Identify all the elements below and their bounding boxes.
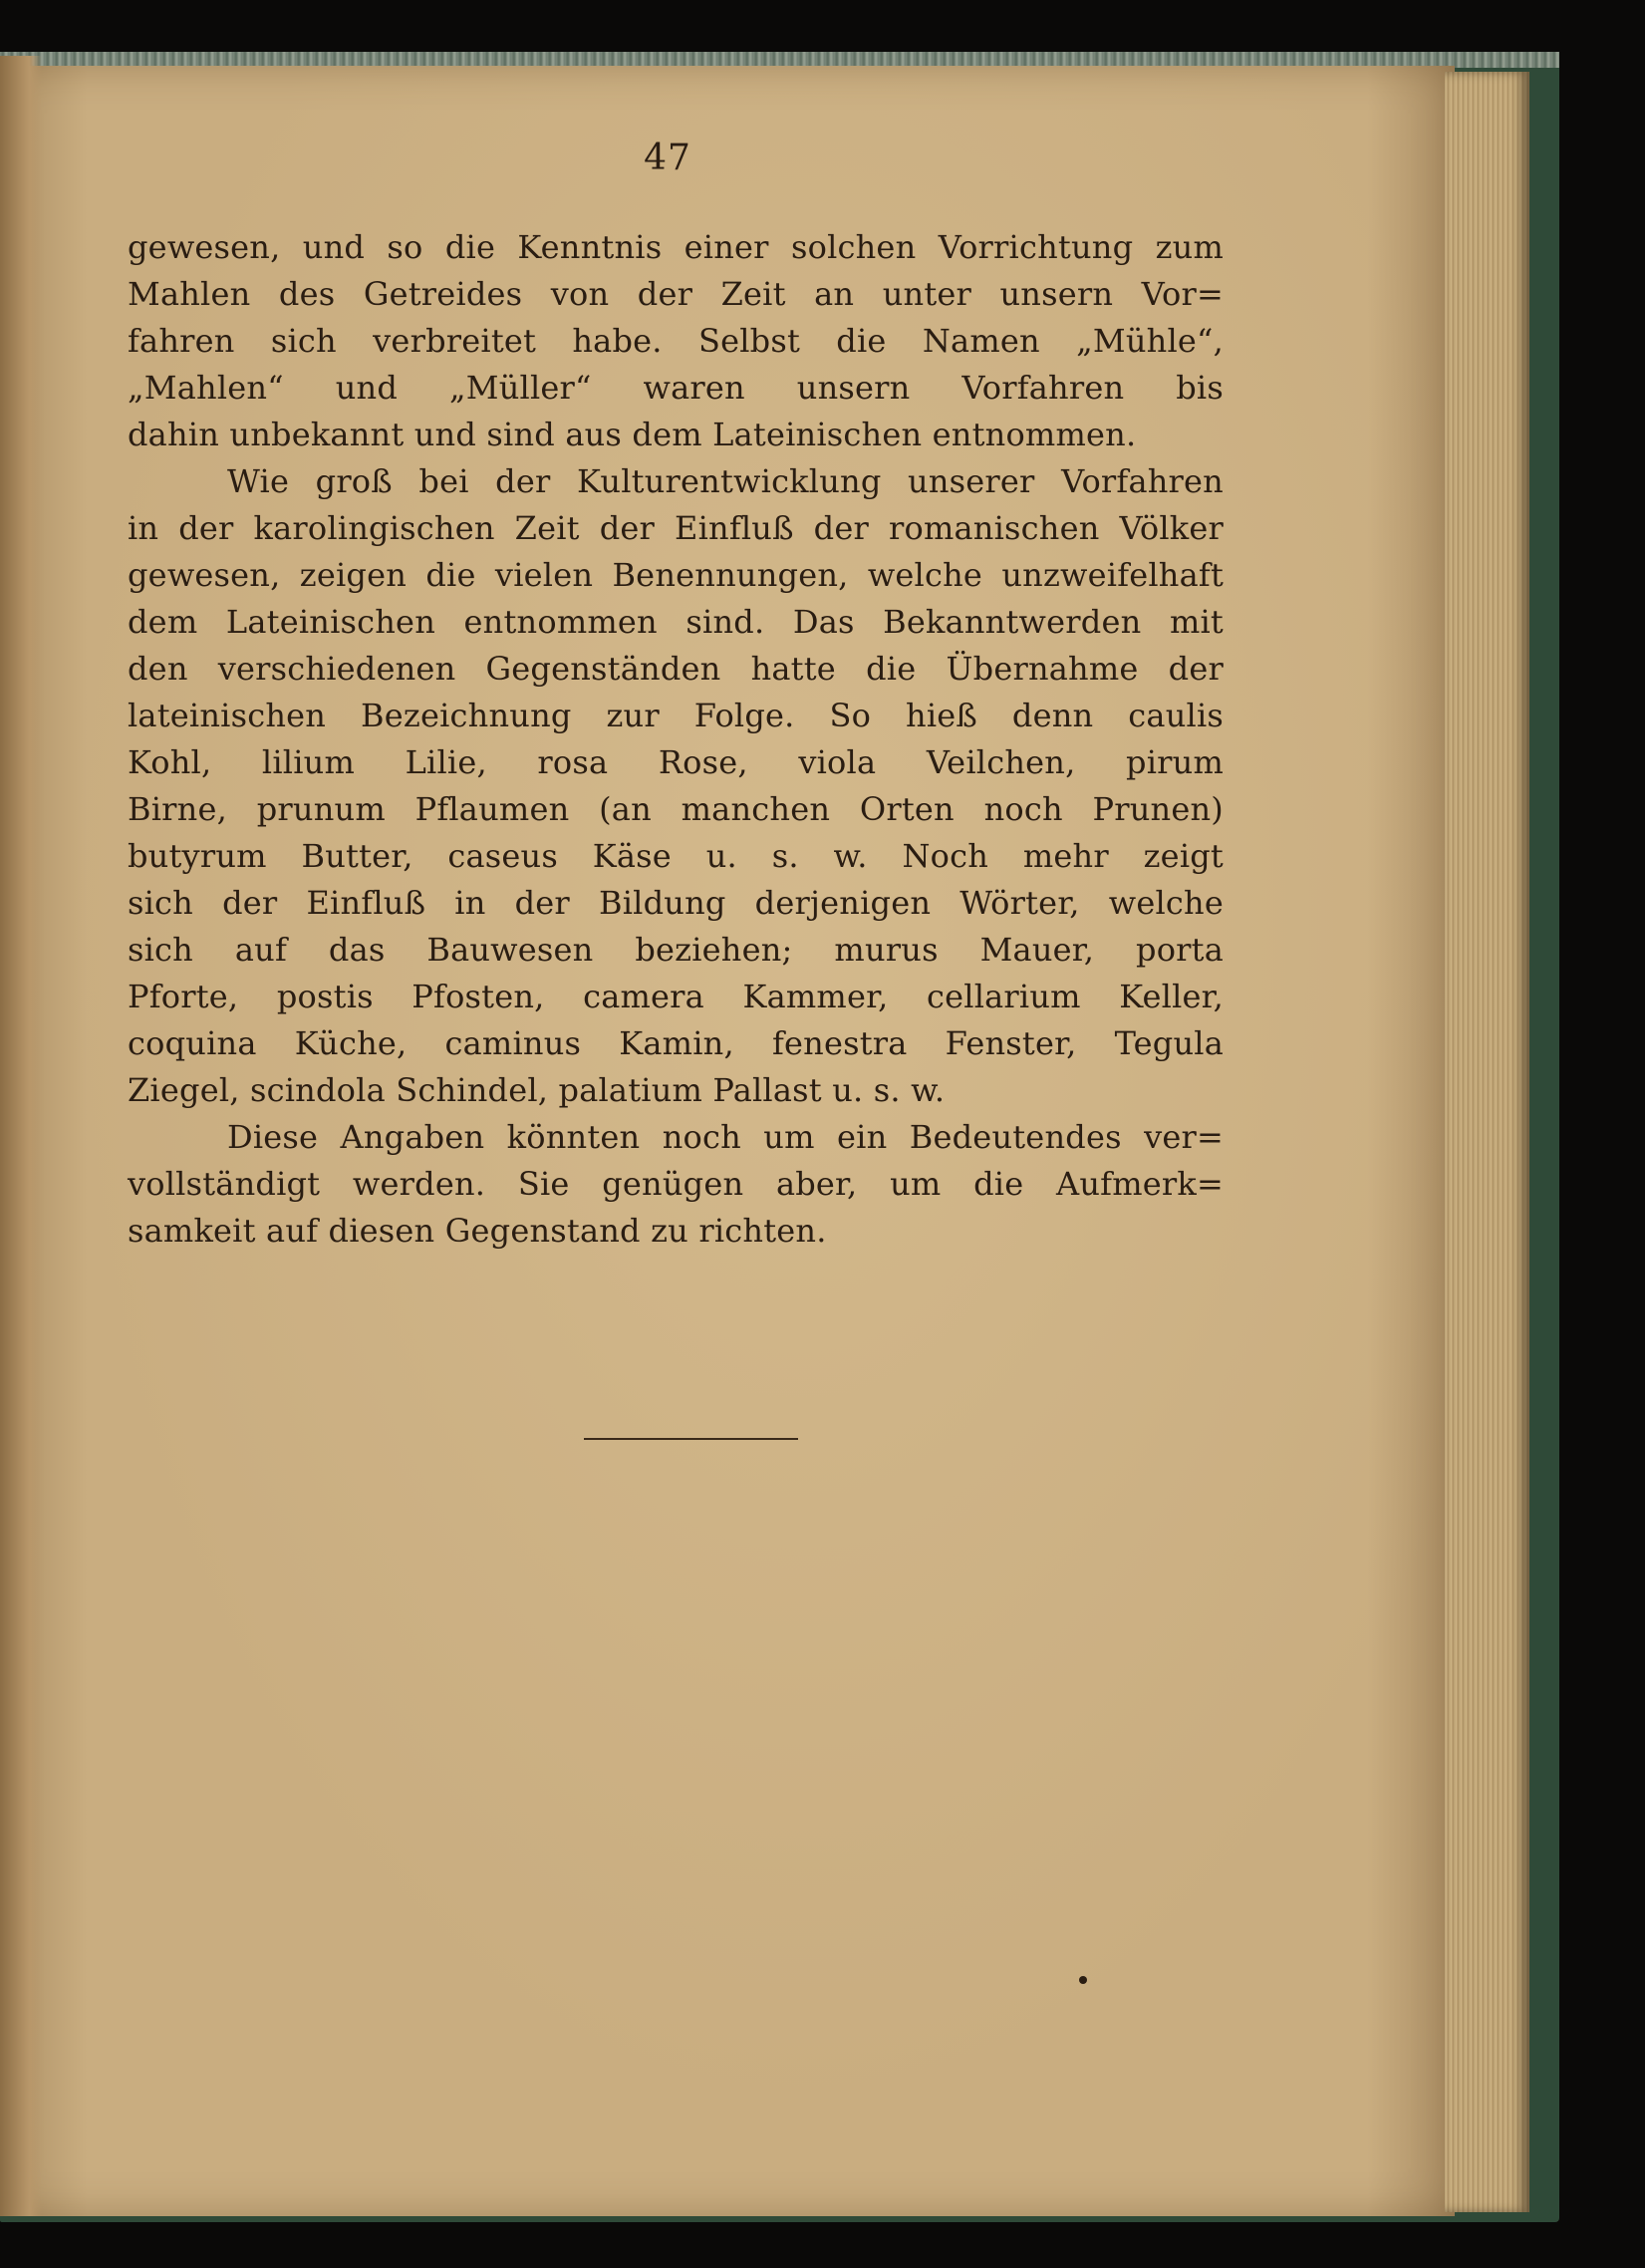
text-line: in der karolingischen Zeit der Einfluß der romanischen Völker — [128, 509, 1224, 547]
page-stack-edge — [1445, 72, 1529, 2212]
text-line: Wie groß bei der Kulturentwicklung unserer Vorfahren — [227, 462, 1224, 500]
text-line: den verschiedenen Gegenständen hatte die Übernahme der — [128, 650, 1224, 688]
section-end-rule — [584, 1438, 798, 1440]
text-line: coquina Küche, caminus Kamin, fenestra Fenster, Tegula — [128, 1024, 1224, 1062]
text-line: „Mahlen“ und „Müller“ waren unsern Vorfahren bis — [128, 369, 1224, 407]
text-line: Mahlen des Getreides von der Zeit an unter unsern Vor= — [128, 275, 1224, 313]
text-line: gewesen, zeigen die vielen Benennungen, welche unzweifelhaft — [128, 556, 1224, 594]
text-line: dahin unbekannt und sind aus dem Lateinischen entnommen. — [128, 416, 1137, 453]
text-line: gewesen, und so die Kenntnis einer solchen Vorrichtung zum — [128, 228, 1224, 266]
text-line: samkeit auf diesen Gegenstand zu richten. — [128, 1212, 827, 1250]
text-line: Birne, prunum Pflaumen (an manchen Orten noch Prunen) — [128, 790, 1224, 828]
text-line: vollständigt werden. Sie genügen aber, um die Aufmerk= — [128, 1165, 1224, 1203]
body-text — [128, 224, 1224, 1255]
ink-speck — [1079, 1976, 1087, 1984]
text-line: Pforte, postis Pfosten, camera Kammer, cellarium Keller, — [128, 978, 1224, 1015]
text-line: sich auf das Bauwesen beziehen; murus Mauer, porta — [128, 931, 1224, 969]
page-number: 47 — [644, 138, 691, 178]
text-line: dem Lateinischen entnommen sind. Das Bekanntwerden mit — [128, 603, 1224, 641]
page-gutter-shadow — [0, 56, 42, 2216]
text-line: Diese Angaben könnten noch um ein Bedeutendes ver= — [227, 1118, 1224, 1156]
text-line: Ziegel, scindola Schindel, palatium Pallast u. s. w. — [128, 1071, 946, 1109]
text-line: lateinischen Bezeichnung zur Folge. So hieß denn caulis — [128, 697, 1224, 734]
text-line: fahren sich verbreitet habe. Selbst die Namen „Mühle“, — [128, 322, 1224, 360]
text-line: sich der Einfluß in der Bildung derjenigen Wörter, welche — [128, 884, 1224, 922]
text-line: Kohl, lilium Lilie, rosa Rose, viola Veilchen, pirum — [128, 743, 1224, 781]
text-line: butyrum Butter, caseus Käse u. s. w. Noch mehr zeigt — [128, 837, 1224, 875]
